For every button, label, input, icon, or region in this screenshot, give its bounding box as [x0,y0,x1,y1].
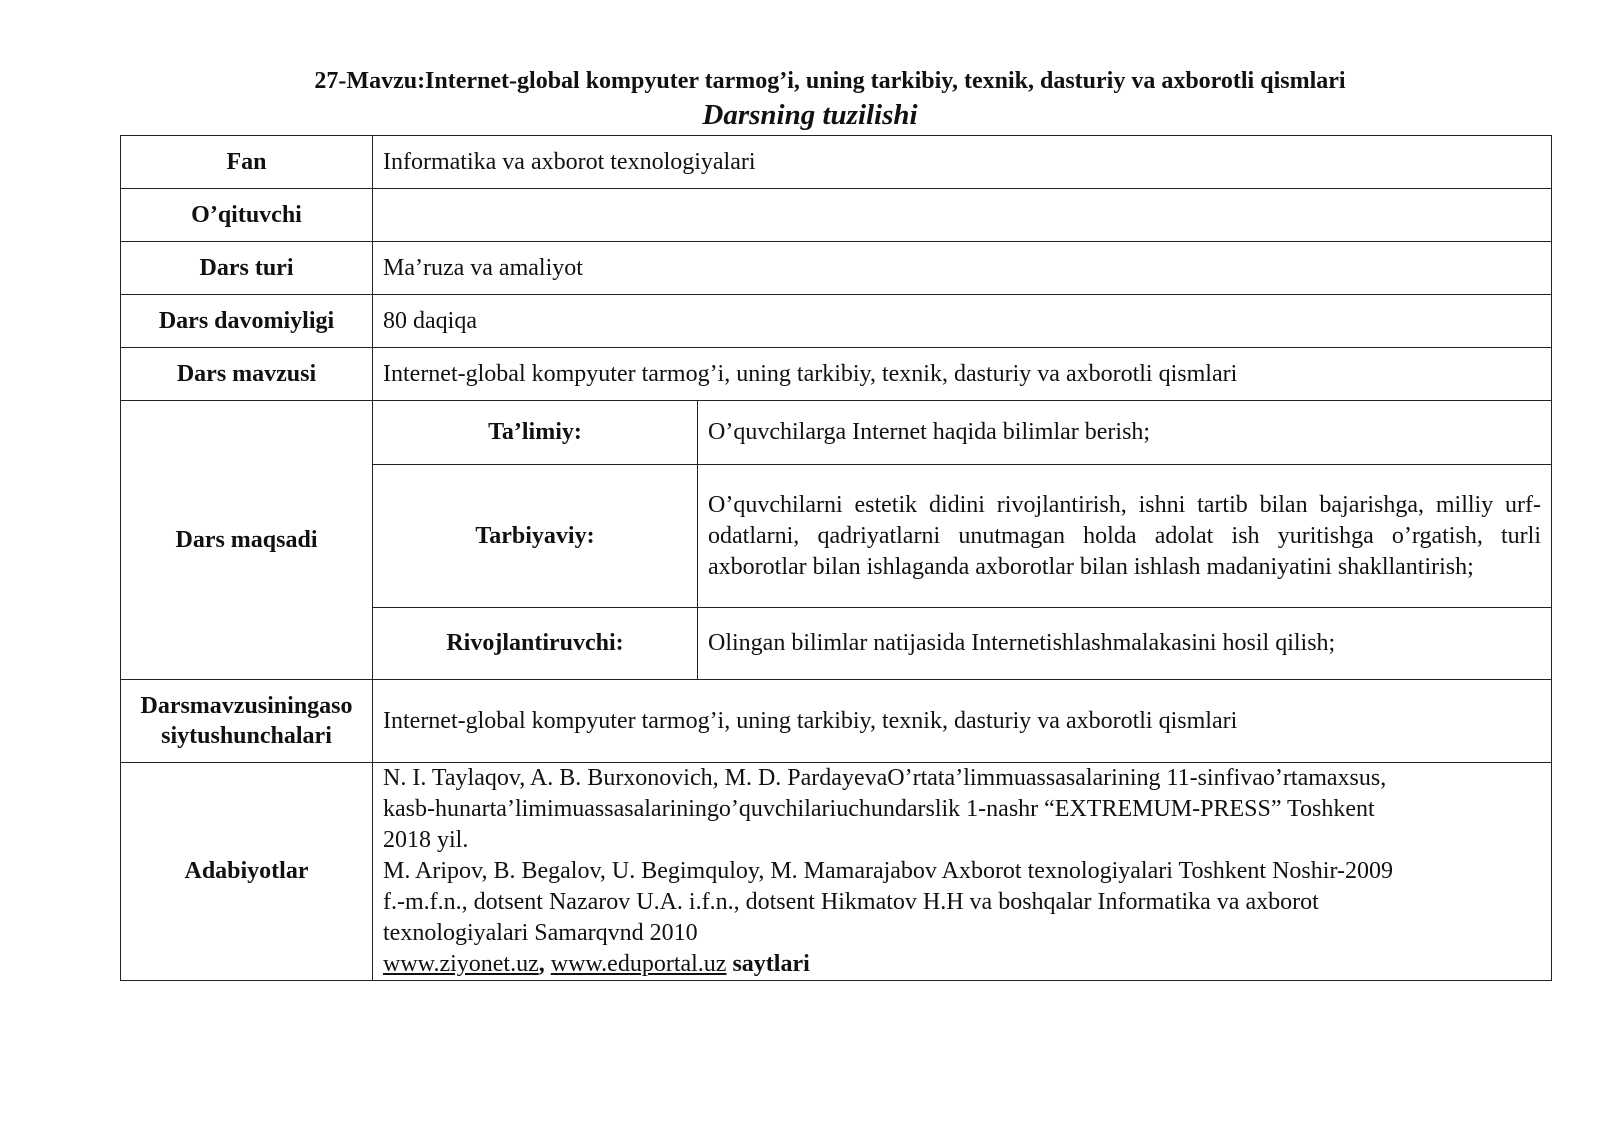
row-label-concepts [121,680,373,763]
goal-developmental-value: Olingan bilimlar natijasida Internetishlashmalakasini hosil qilish; [698,608,1552,680]
table-row [121,401,1552,465]
row-value-teacher [373,189,1552,242]
row-label-duration: Dars davomiyligi [121,295,373,348]
literature-list [373,763,1551,980]
table-row [121,189,1552,242]
row-value-concepts: Internet-global kompyuter tarmog’i, uning tarkibiy, texnik, dasturiy va axborotli qismlari [373,680,1552,763]
row-label-literature: Adabiyotlar [121,763,373,981]
row-value-topic: Internet-global kompyuter tarmog’i, uning tarkibiy, texnik, dasturiy va axborotli qismlari [373,348,1552,401]
table-row [121,680,1552,763]
literature-line: 2018 yil. [383,827,469,853]
link-separator: , [538,951,545,977]
row-label-fan: Fan [121,136,373,189]
goal-upbringing-label: Tarbiyaviy: [373,465,698,608]
goal-upbringing-value: O’quvchilarni estetik didini rivojlantirish, ishni tartib bilan bajarishga, milliy urf-odatlarni, qadriyatlarni unutmagan holda adolat ish yuritishga o’rgatish, turli axborotlar bilan ishlaganda axborotlar bilan ishlash madaniyatini shakllantirish; [698,465,1552,608]
row-label-teacher: O’qituvchi [121,189,373,242]
table-row [121,348,1552,401]
row-value-fan: Informatika va axborot texnologiyalari [373,136,1552,189]
row-label-type: Dars turi [121,242,373,295]
links-suffix: saytlari [732,951,810,977]
goal-educational-value: O’quvchilarga Internet haqida bilimlar berish; [698,401,1552,465]
ziyonet-link[interactable]: www.ziyonet.uz [383,951,539,977]
row-label-goal: Dars maqsadi [121,401,373,680]
concepts-label-line1: Darsmavzusiningaso [140,693,353,719]
row-value-literature [373,763,1552,981]
document-subtitle: Darsning tuzilishi [702,99,918,131]
literature-line: M. Aripov, B. Begalov, U. Begimquloy, M. Mamarajabov Axborot texnologiyalari Toshkent Noshir-2009 [383,858,1393,884]
literature-links-line [383,949,1541,980]
table-row [121,763,1552,981]
eduportal-link[interactable]: www.eduportal.uz [550,951,727,977]
literature-line: kasb-hunarta’limimuassasalariningo’quvchilariuchundarslik 1-nashr “EXTREMUM-PRESS” Toshkent [383,796,1375,822]
lesson-structure-table [120,135,1552,981]
literature-line: texnologiyalari Samarqvnd 2010 [383,920,698,946]
row-value-duration: 80 daqiqa [373,295,1552,348]
table-row [121,136,1552,189]
literature-line: N. I. Taylaqov, A. B. Burxonovich, M. D. PardayevaO’rtata’limmuassasalarining 11-sinfivao’rtamaxsus, [383,765,1387,791]
row-label-topic: Dars mavzusi [121,348,373,401]
literature-line: f.-m.f.n., dotsent Nazarov U.A. i.f.n., dotsent Hikmatov H.H va boshqalar Informatika va axborot [383,889,1319,915]
row-value-type: Ma’ruza va amaliyot [373,242,1552,295]
goal-developmental-label: Rivojlantiruvchi: [373,608,698,680]
concepts-label-line2: siytushunchalari [161,723,332,749]
document-title: 27-Mavzu:Internet-global kompyuter tarmog’i, uning tarkibiy, texnik, dasturiy va axborotli qismlari [314,68,1346,94]
table-row [121,242,1552,295]
table-row [121,295,1552,348]
goal-educational-label: Ta’limiy: [373,401,698,465]
